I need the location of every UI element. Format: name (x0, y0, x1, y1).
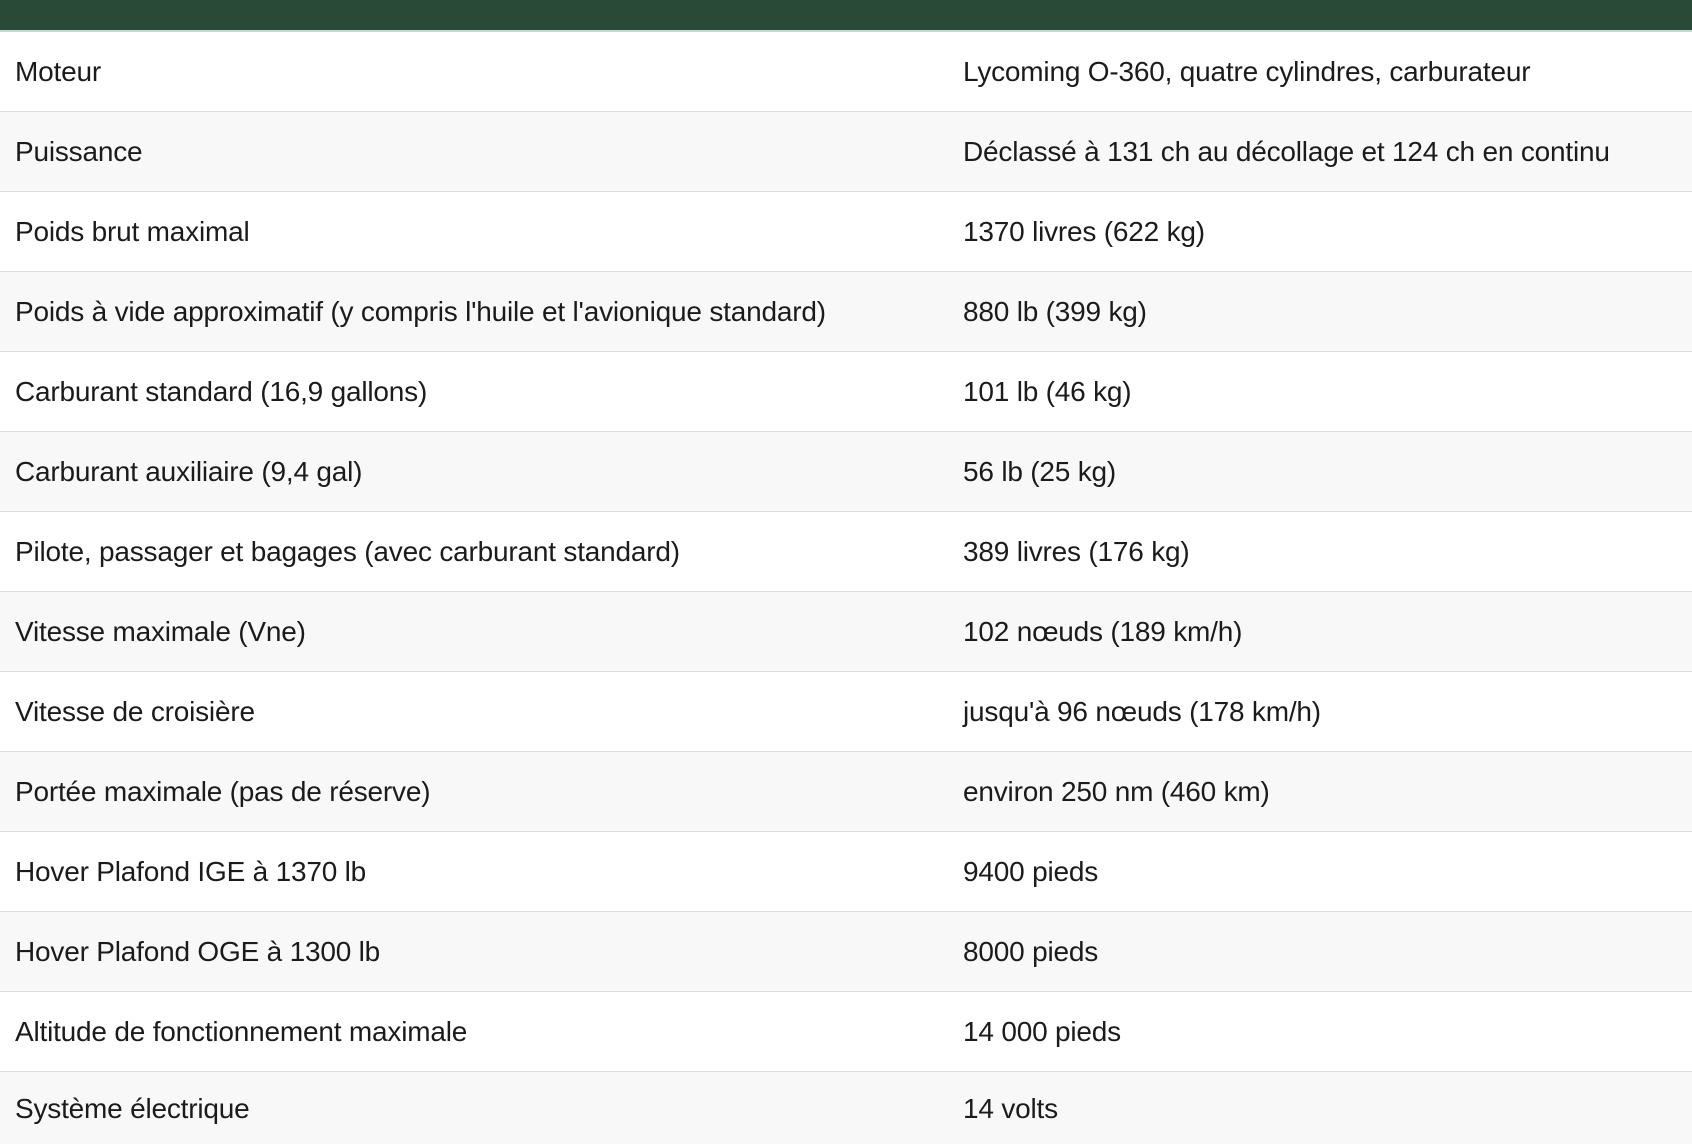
row-value: environ 250 nm (460 km) (963, 775, 1270, 807)
row-label: Carburant standard (16,9 gallons) (15, 375, 428, 407)
row-value: 880 lb (399 kg) (963, 295, 1147, 327)
table-row-max-range (0, 752, 1692, 832)
row-label: Poids brut maximal (15, 215, 250, 247)
row-label: Hover Plafond OGE à 1300 lb (15, 935, 381, 967)
row-value: 56 lb (25 kg) (963, 455, 1117, 487)
row-value: 14 volts (963, 1093, 1058, 1124)
row-value: jusqu'à 96 nœuds (178 km/h) (963, 695, 1321, 727)
row-label: Hover Plafond IGE à 1370 lb (15, 855, 367, 887)
table-row-engine (0, 32, 1692, 112)
row-value: Lycoming O-360, quatre cylindres, carburateur (963, 55, 1531, 87)
table-row-max-speed (0, 592, 1692, 672)
table-row-power (0, 112, 1692, 192)
row-value: 389 livres (176 kg) (963, 535, 1190, 567)
row-value: 9400 pieds (963, 855, 1099, 887)
table-row-cruise-speed (0, 672, 1692, 752)
row-label: Altitude de fonctionnement maximale (15, 1015, 468, 1047)
table-row-auxiliary-fuel (0, 432, 1692, 512)
row-value: 14 000 pieds (963, 1015, 1121, 1047)
row-label: Vitesse de croisière (15, 695, 255, 727)
row-value: Déclassé à 131 ch au décollage et 124 ch en continu (963, 135, 1610, 167)
table-row-empty-weight (0, 272, 1692, 352)
table-header-bar (0, 0, 1692, 30)
row-label: Pilote, passager et bagages (avec carburant standard) (15, 535, 680, 567)
table-row-max-operating-altitude (0, 992, 1692, 1072)
row-label: Portée maximale (pas de réserve) (15, 775, 431, 807)
row-label: Système électrique (15, 1093, 250, 1124)
row-label: Carburant auxiliaire (9,4 gal) (15, 455, 363, 487)
row-label: Vitesse maximale (Vne) (15, 615, 306, 647)
row-label: Poids à vide approximatif (y compris l'huile et l'avionique standard) (15, 295, 826, 327)
row-value: 101 lb (46 kg) (963, 375, 1132, 407)
table-row-standard-fuel (0, 352, 1692, 432)
row-value: 1370 livres (622 kg) (963, 215, 1205, 247)
row-label: Puissance (15, 135, 143, 167)
table-row-payload (0, 512, 1692, 592)
table-row-electrical-system (0, 1072, 1692, 1144)
table-row-max-gross-weight (0, 192, 1692, 272)
row-label: Moteur (15, 55, 101, 87)
table-row-hover-ceiling-oge (0, 912, 1692, 992)
row-value: 102 nœuds (189 km/h) (963, 615, 1243, 647)
specifications-table (0, 32, 1692, 1144)
table-row-hover-ceiling-ige (0, 832, 1692, 912)
row-value: 8000 pieds (963, 935, 1099, 967)
